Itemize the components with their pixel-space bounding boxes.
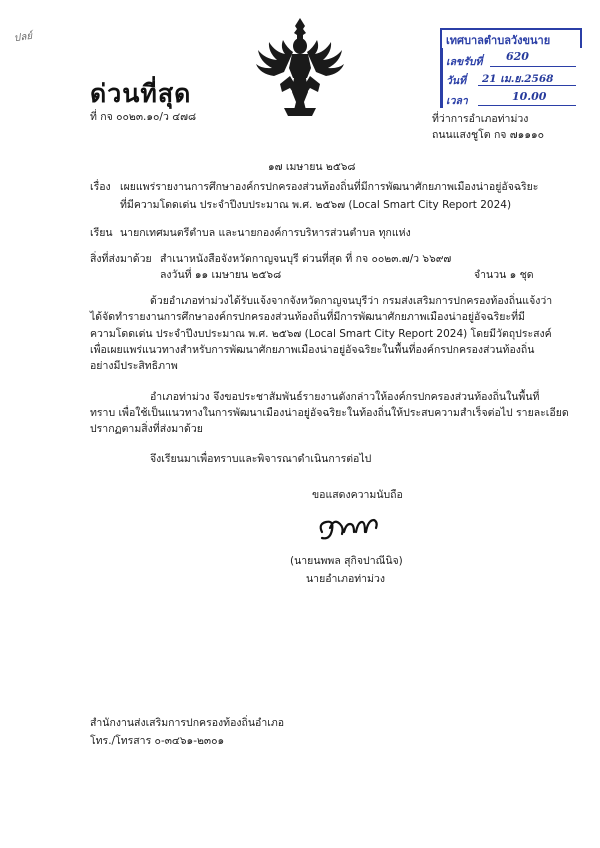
body-para1-line3: ความโดดเด่น ประจำปีงบประมาณ พ.ศ. ๒๕๖๗ (Local Smart City Report 2024) โดยมีวัตถุประสงค์ bbox=[90, 328, 552, 340]
stamp-date-value: 21 เม.ย.2568 bbox=[482, 73, 554, 85]
stamp-time-value: 10.00 bbox=[512, 90, 547, 103]
enclosure-line2: ลงวันที่ ๑๑ เมษายน ๒๕๖๘ bbox=[160, 269, 282, 281]
signer-title: นายอำเภอท่าม่วง bbox=[306, 573, 386, 585]
stamp-rule bbox=[478, 85, 576, 86]
signer-name: (นายนพพล สุกิจปาณีนิจ) bbox=[290, 555, 403, 567]
sender-address-line2: ถนนแสงชูโต กจ ๗๑๑๑๐ bbox=[432, 129, 545, 141]
closing-phrase: ขอแสดงความนับถือ bbox=[312, 489, 403, 501]
enclosure-line1: สำเนาหนังสือจังหวัดกาญจนบุรี ด่วนที่สุด ที่ กจ ๐๐๒๓.๗/ว ๖๖๙๗ bbox=[160, 253, 452, 265]
enclosure-count: จำนวน ๑ ชุด bbox=[474, 269, 534, 281]
footer-office: สำนักงานส่งเสริมการปกครองท้องถิ่นอำเภอ bbox=[90, 717, 285, 729]
stamp-receipt-label: เลขรับที่ bbox=[446, 56, 483, 68]
stamp-rule bbox=[490, 66, 576, 67]
footer-phone: โทร./โทรสาร ๐-๓๔๖๑-๒๓๐๑ bbox=[90, 735, 225, 747]
stamp-receipt-number: 620 bbox=[506, 50, 529, 63]
body-para1-line4: เพื่อเผยแพร่แนวทางสำหรับการพัฒนาศักยภาพเมืองน่าอยู่อัจฉริยะในพื้นที่องค์กรปกครองส่วนท้องถิ่น bbox=[90, 344, 535, 356]
handwritten-corner-note: ปลย์ bbox=[13, 30, 34, 45]
urgency-stamp: ด่วนที่สุด bbox=[90, 79, 192, 108]
body-para2-line1: อำเภอท่าม่วง จึงขอประชาสัมพันธ์รายงานดังกล่าวให้องค์กรปกครองส่วนท้องถิ่นในพื้นที่ bbox=[150, 391, 540, 403]
receipt-stamp bbox=[440, 28, 582, 110]
sender-address-line1: ที่ว่าการอำเภอท่าม่วง bbox=[432, 113, 529, 125]
body-para3: จึงเรียนมาเพื่อทราบและพิจารณาดำเนินการต่อไป bbox=[150, 453, 372, 465]
garuda-emblem-icon bbox=[254, 16, 346, 120]
body-para2-line3: ปรากฏตามสิ่งที่ส่งมาด้วย bbox=[90, 423, 203, 435]
signature-mark bbox=[316, 510, 382, 546]
stamp-date-label: วันที่ bbox=[446, 75, 466, 87]
subject-line1: เผยแพร่รายงานการศึกษาองค์กรปกครองส่วนท้องถิ่นที่มีการพัฒนาศักยภาพเมืองน่าอยู่อัจฉริยะ bbox=[120, 181, 539, 193]
stamp-time-label: เวลา bbox=[446, 95, 468, 107]
body-para1-line5: อย่างมีประสิทธิภาพ bbox=[90, 360, 178, 372]
body-para2-line2: ทราบ เพื่อใช้เป็นแนวทางในการพัฒนาเมืองน่าอยู่อัจฉริยะในท้องถิ่นให้ประสบความสำเร็จต่อไป รายละเอียด bbox=[90, 407, 569, 419]
subject-label: เรื่อง bbox=[90, 181, 111, 193]
document-number: ที่ กจ ๐๐๒๓.๑๐/ว ๔๗๘ bbox=[90, 111, 197, 123]
body-para1-line1: ด้วยอำเภอท่าม่วงได้รับแจ้งจากจังหวัดกาญจนบุรีว่า กรมส่งเสริมการปกครองท้องถิ่นแจ้งว่า bbox=[150, 295, 553, 307]
letter-date: ๑๗ เมษายน ๒๕๖๘ bbox=[268, 161, 356, 173]
stamp-rule bbox=[478, 105, 576, 106]
recipient-text: นายกเทศมนตรีตำบล และนายกองค์การบริหารส่วนตำบล ทุกแห่ง bbox=[120, 227, 411, 239]
body-para1-line2: ได้จัดทำรายงานการศึกษาองค์กรปกครองส่วนท้องถิ่นที่มีการพัฒนาศักยภาพเมืองน่าอยู่อัจฉริยะที่มี bbox=[90, 311, 525, 323]
enclosure-label: สิ่งที่ส่งมาด้วย bbox=[90, 253, 152, 265]
stamp-left-bar bbox=[440, 48, 443, 108]
recipient-label: เรียน bbox=[90, 227, 113, 239]
stamp-org: เทศบาลตำบลวังขนาย bbox=[446, 35, 551, 47]
subject-line2: ที่มีความโดดเด่น ประจำปีงบประมาณ พ.ศ. ๒๕๖๗ (Local Smart City Report 2024) bbox=[120, 199, 512, 211]
